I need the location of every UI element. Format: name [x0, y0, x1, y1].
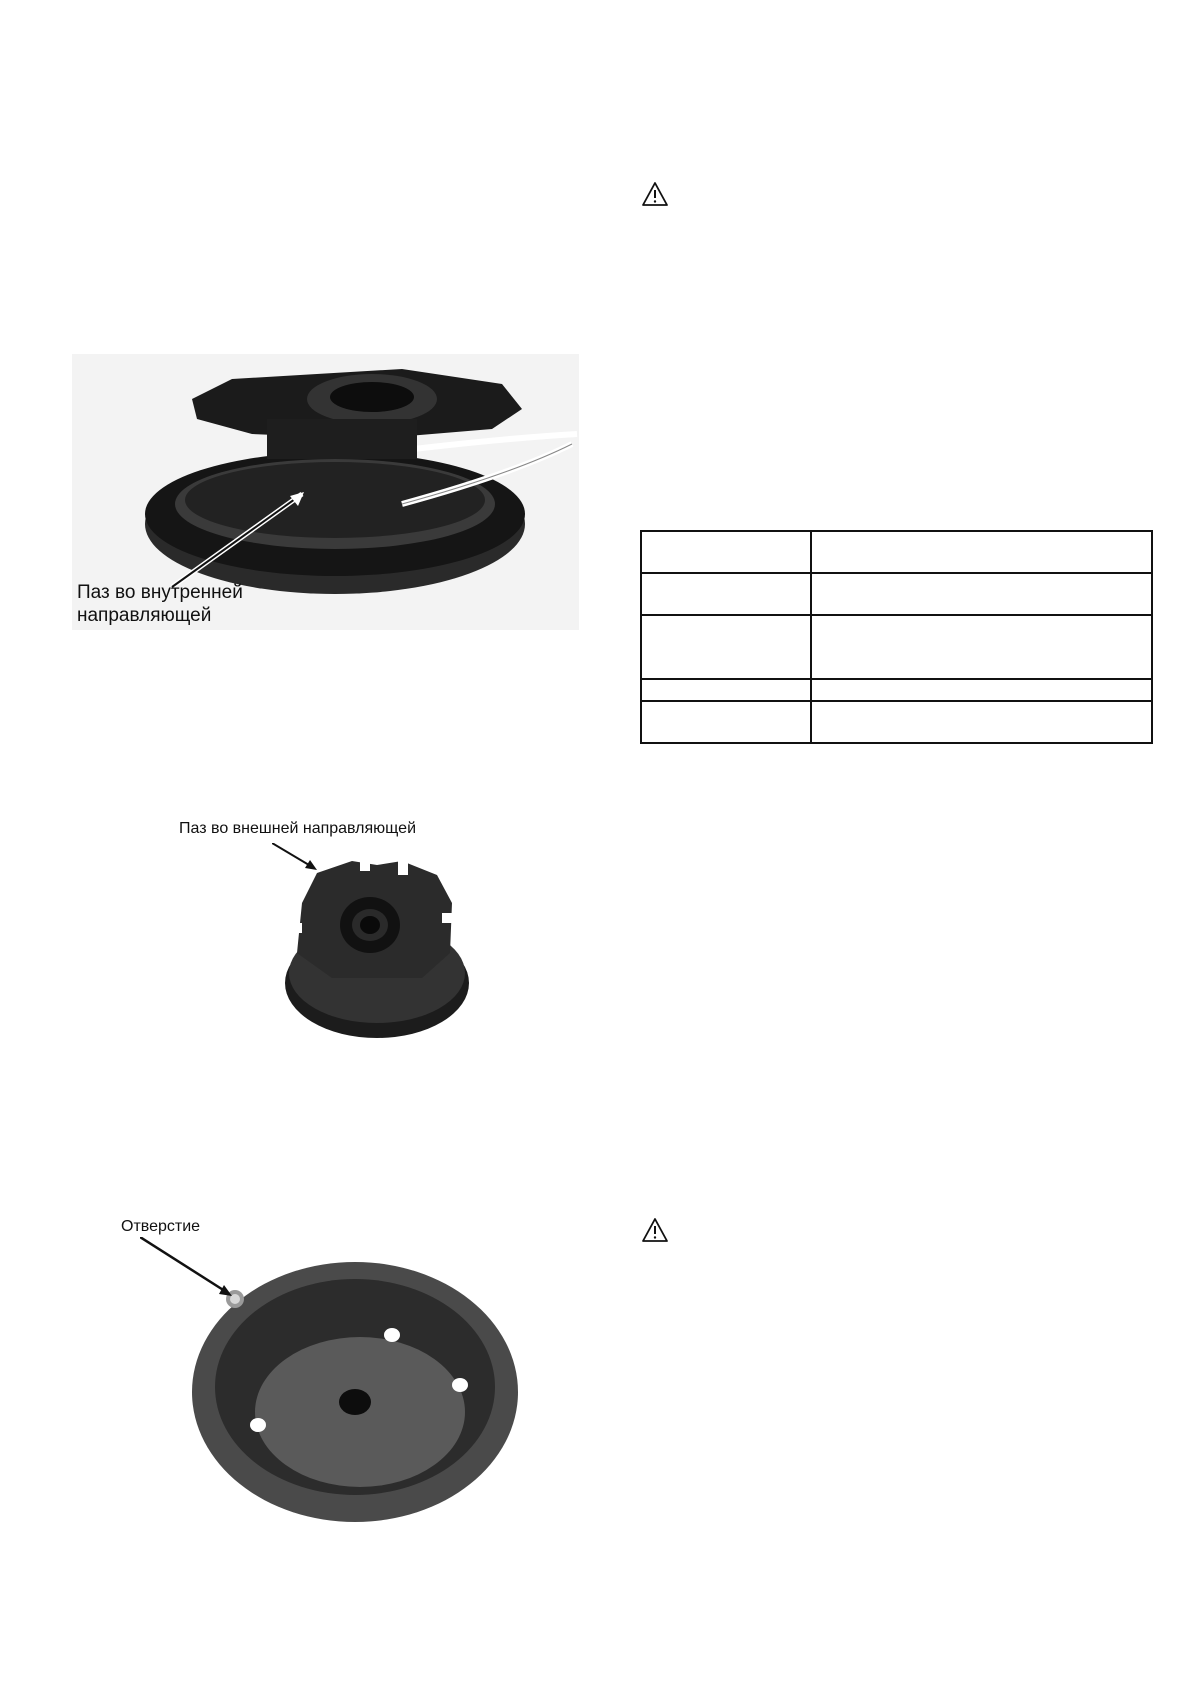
table-cell	[811, 615, 1152, 679]
table-cell	[811, 573, 1152, 615]
warning-triangle-icon	[641, 181, 669, 207]
table-row	[641, 531, 1152, 573]
table-cell	[811, 531, 1152, 573]
figure-2-caption: Паз во внешней направляющей	[179, 820, 416, 837]
spec-table	[640, 530, 1153, 744]
figure-3-caption: Отверстие	[121, 1218, 201, 1235]
table-cell	[641, 531, 811, 573]
warning-triangle-icon	[641, 1217, 669, 1243]
table-row	[641, 701, 1152, 743]
table-cell	[641, 701, 811, 743]
table-row	[641, 679, 1152, 701]
spool-outer-guide-photo	[272, 843, 472, 1053]
figure-1-caption-line-2: направляющей	[77, 605, 212, 626]
table-row	[641, 573, 1152, 615]
table-cell	[811, 701, 1152, 743]
housing-hole-photo	[140, 1237, 520, 1527]
figure-1-caption-line-1: Паз во внутренней	[77, 582, 243, 603]
table-cell	[641, 573, 811, 615]
table-cell	[641, 679, 811, 701]
table-row	[641, 615, 1152, 679]
table-cell	[641, 615, 811, 679]
table-cell	[811, 679, 1152, 701]
